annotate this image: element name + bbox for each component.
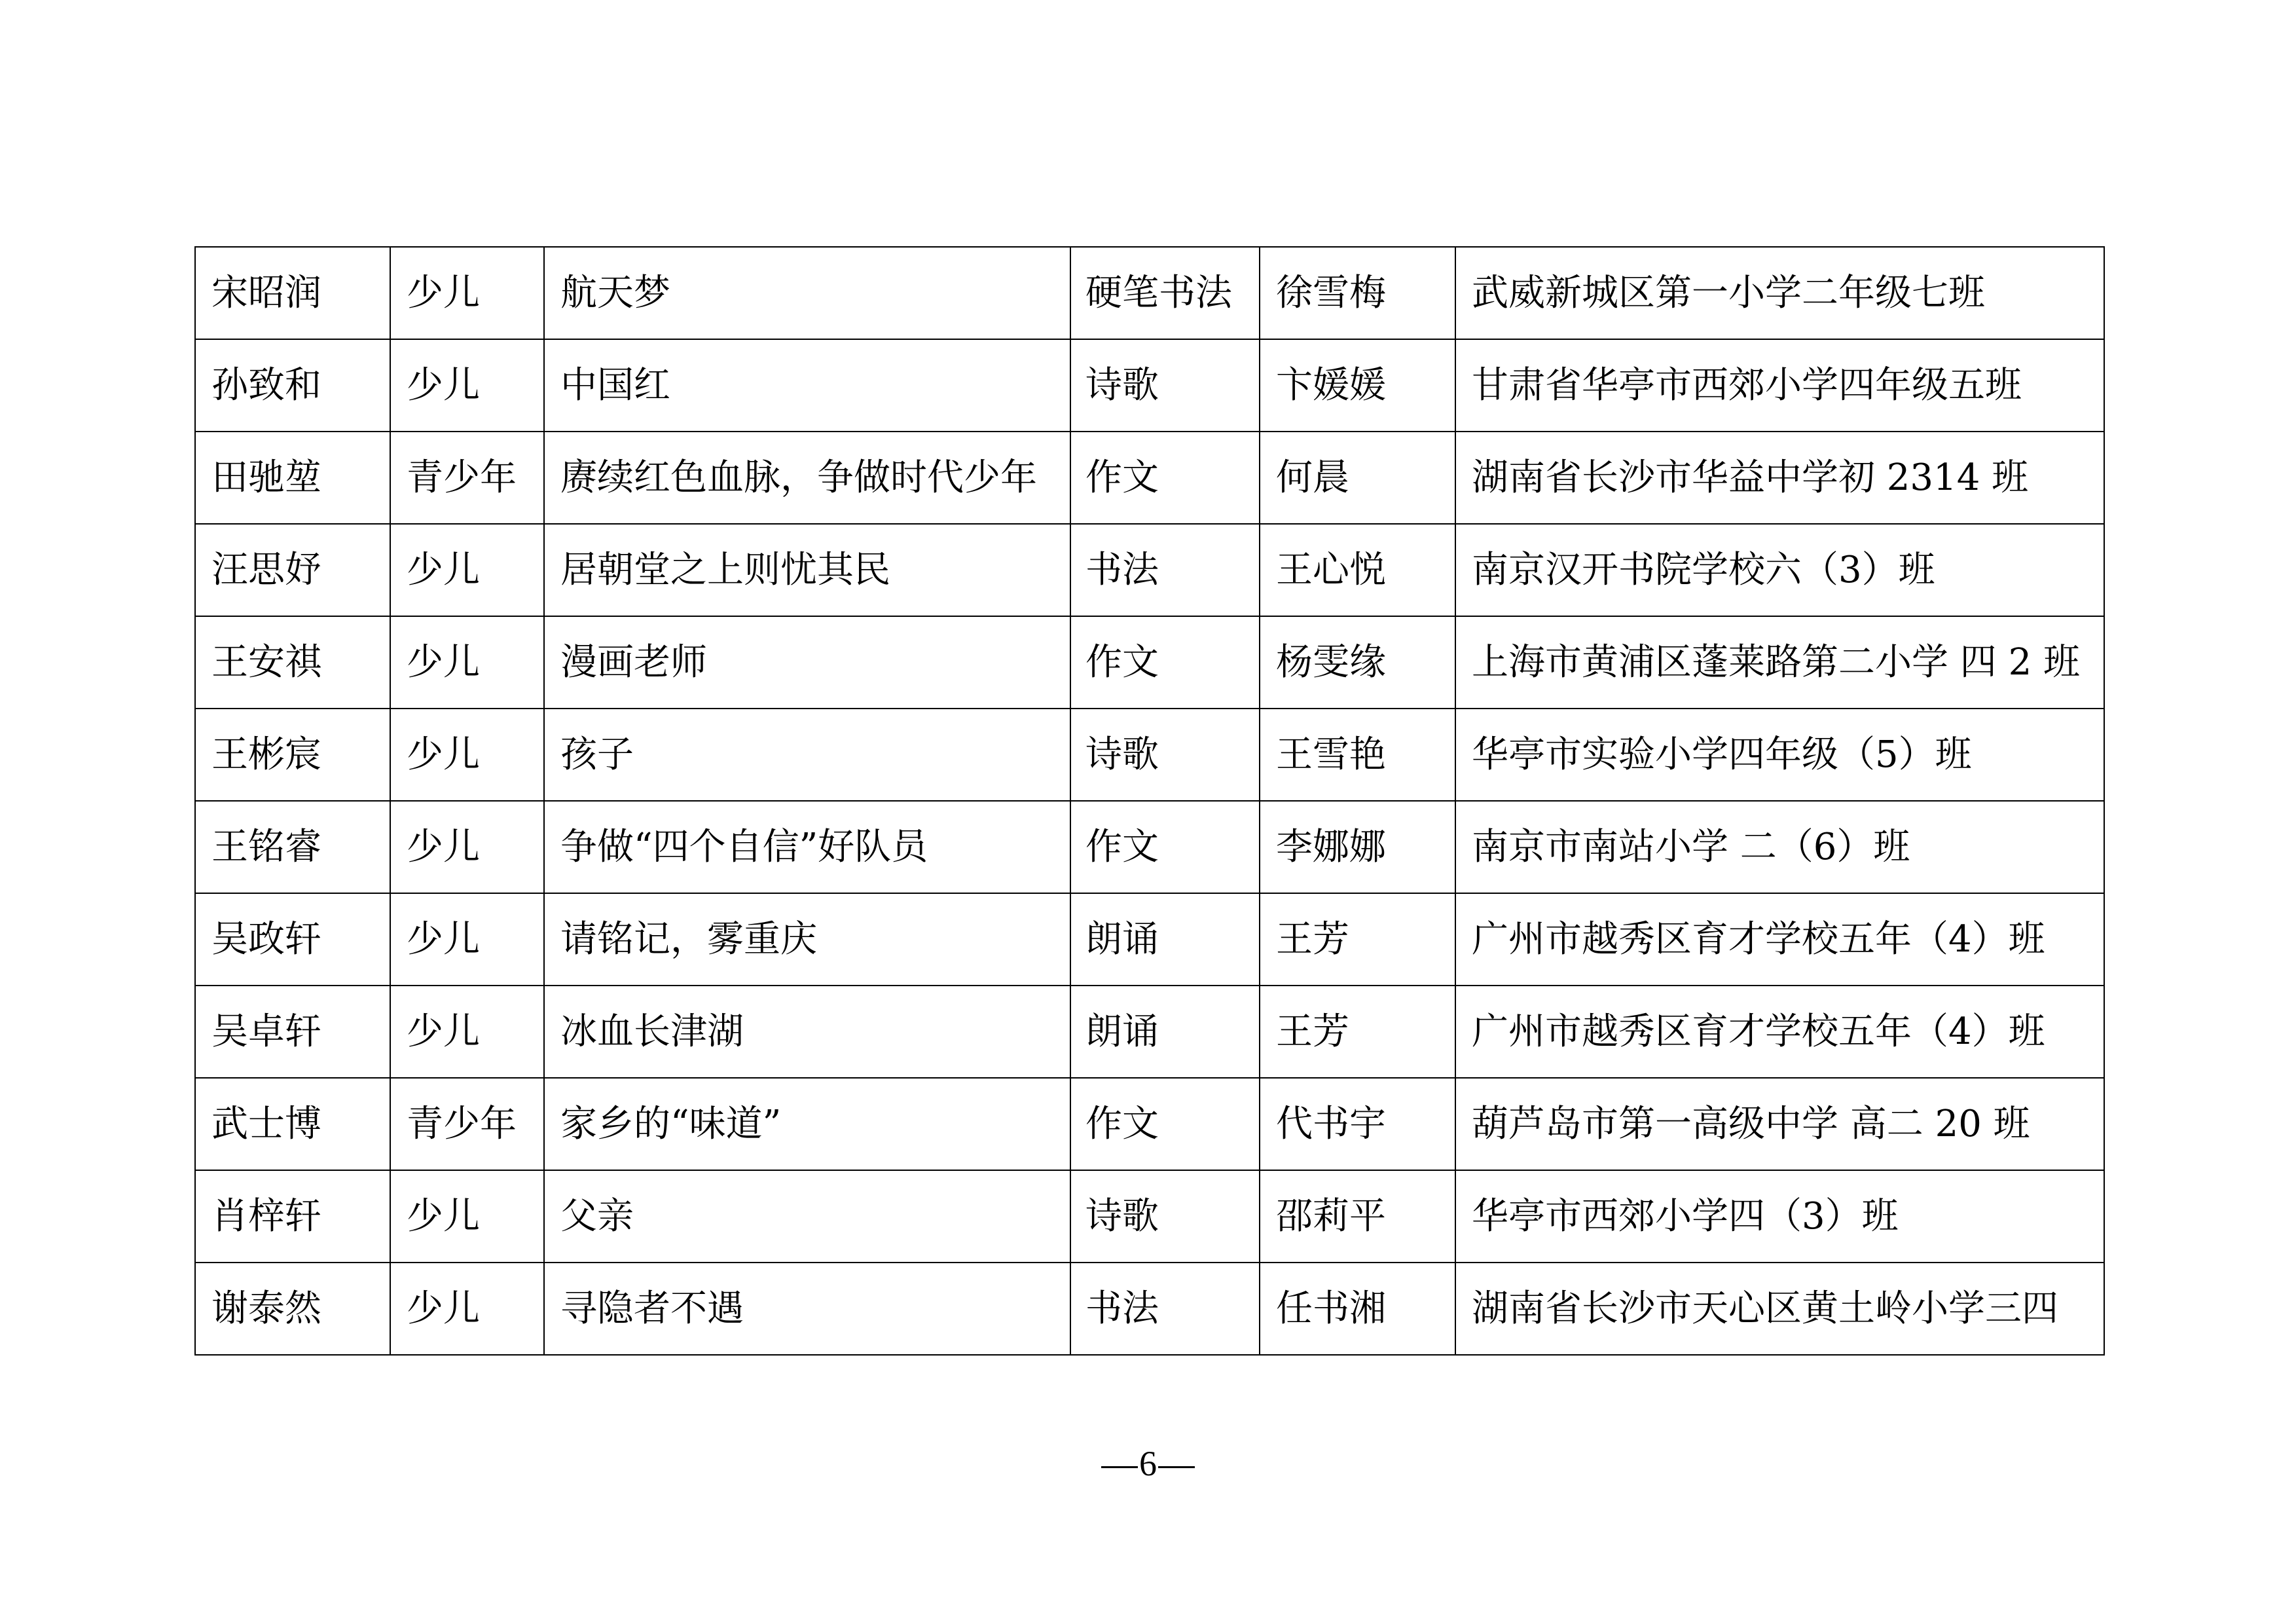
dash-left-decoration bbox=[1101, 1466, 1138, 1468]
table-row bbox=[195, 339, 2104, 432]
age-group-cell: 青少年 bbox=[390, 1078, 544, 1170]
age-group-cell: 少儿 bbox=[390, 986, 544, 1078]
category-cell: 书法 bbox=[1070, 1263, 1260, 1355]
category-cell: 作文 bbox=[1070, 616, 1260, 709]
school-cell: 葫芦岛市第一高级中学 高二 20 班 bbox=[1455, 1078, 2104, 1170]
table-row bbox=[195, 1078, 2104, 1170]
student-name-cell: 王安祺 bbox=[195, 616, 390, 709]
work-title-cell: 家乡的“味道” bbox=[544, 1078, 1070, 1170]
age-group-cell: 少儿 bbox=[390, 616, 544, 709]
category-cell: 诗歌 bbox=[1070, 709, 1260, 801]
work-title-cell: 漫画老师 bbox=[544, 616, 1070, 709]
table-row bbox=[195, 801, 2104, 893]
page-footer bbox=[0, 1446, 2296, 1481]
work-title-cell: 航天梦 bbox=[544, 247, 1070, 339]
category-cell: 硬笔书法 bbox=[1070, 247, 1260, 339]
student-name-cell: 孙致和 bbox=[195, 339, 390, 432]
teacher-cell: 邵莉平 bbox=[1260, 1170, 1455, 1263]
school-cell: 上海市黄浦区蓬莱路第二小学 四 2 班 bbox=[1455, 616, 2104, 709]
age-group-cell: 少儿 bbox=[390, 524, 544, 616]
teacher-cell: 任书湘 bbox=[1260, 1263, 1455, 1355]
school-cell: 南京市南站小学 二（6）班 bbox=[1455, 801, 2104, 893]
student-name-cell: 吴政轩 bbox=[195, 893, 390, 986]
category-cell: 朗诵 bbox=[1070, 986, 1260, 1078]
school-cell: 华亭市西郊小学四（3）班 bbox=[1455, 1170, 2104, 1263]
student-name-cell: 田驰堃 bbox=[195, 432, 390, 524]
category-cell: 诗歌 bbox=[1070, 1170, 1260, 1263]
teacher-cell: 王心悦 bbox=[1260, 524, 1455, 616]
age-group-cell: 青少年 bbox=[390, 432, 544, 524]
school-cell: 武威新城区第一小学二年级七班 bbox=[1455, 247, 2104, 339]
dash-right-decoration bbox=[1158, 1466, 1195, 1468]
school-cell: 湖南省长沙市天心区黄土岭小学三四 bbox=[1455, 1263, 2104, 1355]
school-cell: 广州市越秀区育才学校五年（4）班 bbox=[1455, 986, 2104, 1078]
work-title-cell: 争做“四个自信”好队员 bbox=[544, 801, 1070, 893]
category-cell: 书法 bbox=[1070, 524, 1260, 616]
category-cell: 作文 bbox=[1070, 432, 1260, 524]
teacher-cell: 代书宇 bbox=[1260, 1078, 1455, 1170]
age-group-cell: 少儿 bbox=[390, 1170, 544, 1263]
teacher-cell: 王芳 bbox=[1260, 986, 1455, 1078]
work-title-cell: 孩子 bbox=[544, 709, 1070, 801]
teacher-cell: 李娜娜 bbox=[1260, 801, 1455, 893]
work-title-cell: 寻隐者不遇 bbox=[544, 1263, 1070, 1355]
school-cell: 湖南省长沙市华益中学初 2314 班 bbox=[1455, 432, 2104, 524]
student-name-cell: 王彬宸 bbox=[195, 709, 390, 801]
age-group-cell: 少儿 bbox=[390, 893, 544, 986]
table-row bbox=[195, 432, 2104, 524]
teacher-cell: 杨雯缘 bbox=[1260, 616, 1455, 709]
teacher-cell: 卞媛媛 bbox=[1260, 339, 1455, 432]
awards-table-body bbox=[195, 247, 2104, 1355]
page-number: 6 bbox=[1139, 1444, 1157, 1483]
work-title-cell: 中国红 bbox=[544, 339, 1070, 432]
category-cell: 诗歌 bbox=[1070, 339, 1260, 432]
work-title-cell: 居朝堂之上则忧其民 bbox=[544, 524, 1070, 616]
school-cell: 华亭市实验小学四年级（5）班 bbox=[1455, 709, 2104, 801]
table-row bbox=[195, 1170, 2104, 1263]
awards-table bbox=[194, 246, 2105, 1356]
teacher-cell: 王雪艳 bbox=[1260, 709, 1455, 801]
teacher-cell: 徐雪梅 bbox=[1260, 247, 1455, 339]
table-row bbox=[195, 709, 2104, 801]
age-group-cell: 少儿 bbox=[390, 1263, 544, 1355]
work-title-cell: 赓续红色血脉，争做时代少年 bbox=[544, 432, 1070, 524]
work-title-cell: 冰血长津湖 bbox=[544, 986, 1070, 1078]
table-row bbox=[195, 1263, 2104, 1355]
table-row bbox=[195, 893, 2104, 986]
student-name-cell: 谢泰然 bbox=[195, 1263, 390, 1355]
age-group-cell: 少儿 bbox=[390, 801, 544, 893]
student-name-cell: 武士博 bbox=[195, 1078, 390, 1170]
age-group-cell: 少儿 bbox=[390, 339, 544, 432]
student-name-cell: 宋昭润 bbox=[195, 247, 390, 339]
student-name-cell: 王铭睿 bbox=[195, 801, 390, 893]
table-row bbox=[195, 616, 2104, 709]
school-cell: 南京汉开书院学校六（3）班 bbox=[1455, 524, 2104, 616]
age-group-cell: 少儿 bbox=[390, 247, 544, 339]
teacher-cell: 何晨 bbox=[1260, 432, 1455, 524]
student-name-cell: 汪思妤 bbox=[195, 524, 390, 616]
teacher-cell: 王芳 bbox=[1260, 893, 1455, 986]
age-group-cell: 少儿 bbox=[390, 709, 544, 801]
table-row bbox=[195, 986, 2104, 1078]
school-cell: 广州市越秀区育才学校五年（4）班 bbox=[1455, 893, 2104, 986]
category-cell: 作文 bbox=[1070, 1078, 1260, 1170]
category-cell: 作文 bbox=[1070, 801, 1260, 893]
table-row bbox=[195, 524, 2104, 616]
school-cell: 甘肃省华亭市西郊小学四年级五班 bbox=[1455, 339, 2104, 432]
category-cell: 朗诵 bbox=[1070, 893, 1260, 986]
work-title-cell: 父亲 bbox=[544, 1170, 1070, 1263]
student-name-cell: 肖梓轩 bbox=[195, 1170, 390, 1263]
student-name-cell: 吴卓轩 bbox=[195, 986, 390, 1078]
table-row bbox=[195, 247, 2104, 339]
work-title-cell: 请铭记，雾重庆 bbox=[544, 893, 1070, 986]
